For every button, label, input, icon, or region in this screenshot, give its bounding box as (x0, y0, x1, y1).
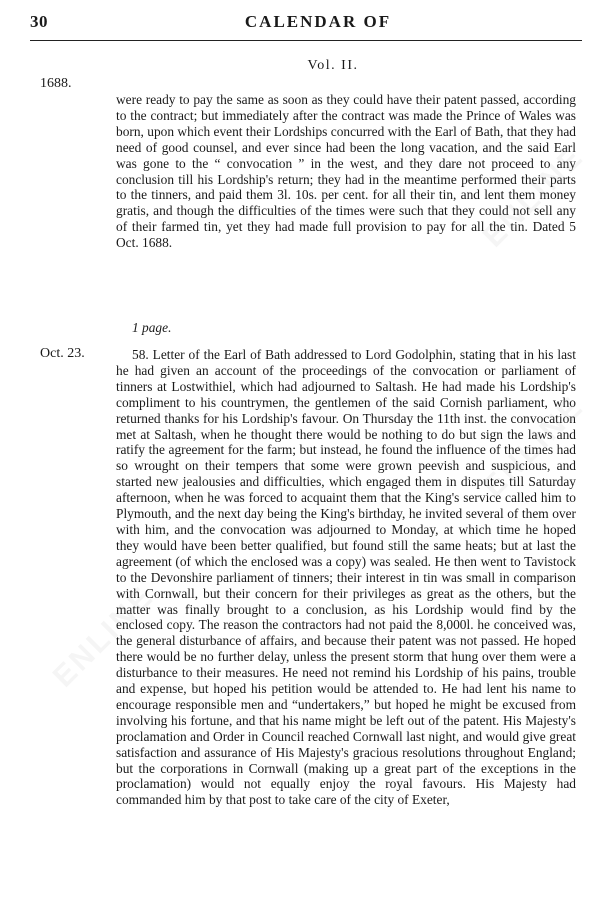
volume-heading: Vol. II. (307, 58, 359, 73)
pages-note: 1 page. (132, 320, 172, 335)
page-number: 30 (30, 12, 48, 31)
margin-year: 1688. (40, 76, 72, 91)
watermark: ENLINE (476, 389, 591, 504)
margin-date: Oct. 23. (40, 346, 85, 361)
watermark: ENLINE (476, 139, 591, 254)
running-title: CALENDAR OF (244, 12, 392, 31)
entry-continuation: were ready to pay the same as soon as they could have their patent passed, according to the contract; but immediately after the contract was made the Prince of Wales was born, upon which event their Lordships concurred with the Earl of Bath, that they had need of good counsel, and ever since had been the long vacation, and the said Earl was gone to the “ convocation ” in the west, and they dare not proceed to any conclusion till his Lordship's return; they had in the meantime performed their parts to the tinners, and paid them 3l. 10s. per cent. for all their tin, and lent them money gratis, and though the difficulties of the times were such that they could not sell any of their farmed tin, yet they had made full provision to pay for all the tin. Dated 5 Oct. 1688. (116, 92, 576, 251)
entry-58: 58. Letter of the Earl of Bath addressed to Lord Godolphin, stating that in his last he had given an account of the proceedings of the convocation or parliament of tinners at Lostwithiel, which had adjourned to Saltash. He had made his Lordship's compliment to his countrymen, the gentlemen of the said Cornish parliament, who returned thanks for his Lordship's favour. On Thursday the 11th inst. the convocation met at Saltash, when he thought there would be nothing to do but sign the laws and ratify the agreement for the farm; but instead, he found the influence of the times had so wrought on their tempers that some were grown peevish and suspicious, and started new jealousies and difficulties, which engaged them in disputes till Saturday afternoon, when he was forced to acquaint them that the King's service called him to Plymouth, and the next day being the King's birthday, he invited several of them over with him, and the convocation was adjourned to Monday, at which time he hoped they would have been better qualified, but found still the same heats; but at last the agreement (of which the enclosed was a copy) was sealed. He then went to Tavistock to the Devonshire parliament of tinners; their interest in tin was small in comparison with Cornwall, but their concern for their privileges as great as the others, but the matter was finally brought to a conclusion, as his Lordship would find by the enclosed copy. The reason the contractors had not paid the 8,000l. he conceived was, the general disturbance of affairs, and because their patent was not passed. He hoped there would be no further delay, unless the present storm that hung over them were a disturbance to their measures. He need not remind his Lordship of his pains, trouble and expense, but hoped his petition would be attended to. He had lent his name to encourage responsible men and “undertakers,” but hoped he might be excused from involving his fortune, and that his name might be left out of the patent. His Majesty's proclamation and Order in Council reached Cornwall last night, and would give great satisfaction and assurance of His Majesty's gracious resolutions throughout England; but the corporations in Cornwall (making up a great part of the exceptions in the proclamation) would not equally enjoy the royal favours. His Majesty had commanded him by that post to take care of the city of Exeter, (116, 347, 576, 808)
header-rule (30, 40, 582, 41)
watermark: ENLINE (46, 579, 161, 694)
